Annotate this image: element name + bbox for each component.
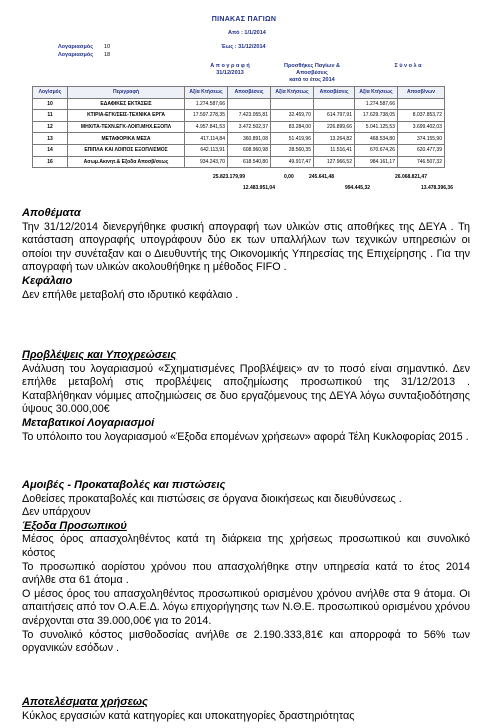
paragraph-transitory: Το υπόλοιπο του λογαριασμού «Έξοδα επομένων χρήσεων» αφορά Τέλη Κυκλοφορίας 2015 .	[22, 430, 469, 443]
description-cell: ΕΠΙΠΛΑ ΚΑΙ ΛΟΙΠΟΣ ΕΞΟΠΛΙΣΜΟΣ	[68, 144, 185, 156]
col-opening-depr: Αποσβέσεις	[228, 87, 271, 99]
col-total-depr: Αποσβ/νων	[398, 87, 445, 99]
col-opening-cost: Αξία Κτήσεως	[185, 87, 228, 99]
table-row	[33, 144, 445, 156]
amount-cell: 5.041.125,53	[355, 121, 398, 133]
paragraph-staff-temporary: Ο μέσος όρος του απασχοληθέντος προσωπικού ορισμένου χρόνου ανήλθε στα 9 άτομα. Οι απαιτήσεις από τον Ο.Α.Ε.Δ. λόγω επιχορήγησης των Ν.Θ.Ε. προσωπικού ορισμένου χρόνου ανέρχονται στα 39.000,00€ για το 2014.	[22, 587, 470, 627]
account-cell: 13	[33, 133, 68, 145]
amount-cell: 32.459,70	[271, 110, 314, 122]
amount-cell: 8.037.853,72	[398, 110, 445, 122]
col-add-depr: Αποσβέσεις	[314, 87, 355, 99]
description-cell: ΕΔΑΦΙΚΕΣ ΕΚΤΑΣΕΙΣ	[68, 98, 185, 110]
group-totals: Σ ύ ν ο λ α	[394, 63, 422, 69]
paragraph-inventory: Την 31/12/2014 διενεργήθηκε φυσική απογραφή των υλικών στις αποθήκες της ΔΕΥΑ . Τη κατάσταση απογραφής υπογράφουν δύο εκ των υπαλλήλων των τεχνικών υπηρεσιών οι οποίοι την συνέταξαν και ο Διευθυντής της Οικονομικής Υπηρεσίας της Επιχείρησης . Για την απογραφή των υλικών ακολουθήθηκε η μέθοδος FIFO .	[22, 220, 470, 274]
amount-cell: 934.243,70	[185, 156, 228, 168]
description-cell: ΜΗΧ/ΤΑ-ΤΕΧΝ.ΕΓΚ-ΛΟΙΠ.ΜΗΧ.ΕΞΟΠΛ	[68, 121, 185, 133]
paragraph-fees: Δοθείσες προκαταβολές και πιστώσεις σε όργανα διοικήσεως και διευθύνσεως .	[22, 492, 402, 505]
amount-cell: 17.597.278,35	[185, 110, 228, 122]
amount-cell	[271, 98, 314, 110]
amount-cell: 618.540,80	[228, 156, 271, 168]
amount-cell	[398, 98, 445, 110]
section-fees	[22, 479, 470, 656]
amount-cell: 614.797,91	[314, 110, 355, 122]
table-row	[33, 133, 445, 145]
total2-total-depr: 13.478.396,36	[421, 185, 453, 191]
description-cell: ΜΕΤΑΦΟΡΙΚΑ ΜΕΣΑ	[68, 133, 185, 145]
group-opening-balance: Α π ο γ ρ α φ ή 31/12/2013	[210, 63, 250, 76]
heading-staff: Έξοδα Προσωπικού	[22, 519, 127, 532]
section-inventory	[22, 207, 470, 302]
amount-cell: 11.516,41	[314, 144, 355, 156]
col-description: Περιγραφή	[68, 87, 185, 99]
page-title: ΠΙΝΑΚΑΣ ΠΑΓΙΩΝ	[211, 16, 277, 23]
amount-cell: 642.113,91	[185, 144, 228, 156]
account-cell: 10	[33, 98, 68, 110]
description-cell: Ασωμ.Ακινητ.& Εξοδα Αποσβ/σεως	[68, 156, 185, 168]
heading-transitory: Μεταβατικοί Λογαριασμοί	[22, 416, 155, 429]
heading-capital: Κεφάλαιο	[22, 274, 73, 287]
amount-cell: 28.560,35	[271, 144, 314, 156]
amount-cell: 746.507,32	[398, 156, 445, 168]
paragraph-staff-cost: Το συνολικό κόστος μισθοδοσίας ανήλθε σε 2.190.333,81€ και απορροφά το 56% των οργανικών εσόδων .	[22, 628, 470, 655]
paragraph-results: Κύκλος εργασιών κατά κατηγορίες και υποκατηγορίες δραστηριότητας	[22, 709, 355, 722]
paragraph-staff-intro: Μέσος όρος απασχοληθέντος κατά τη διάρκεια της χρήσεως προσωπικού και συνολικό κόστος	[22, 533, 470, 559]
amount-cell: 670.674,26	[355, 144, 398, 156]
amount-cell: 226.899,66	[314, 121, 355, 133]
assets-table	[32, 86, 445, 168]
paragraph-fees-none: Δεν υπάρχουν	[22, 506, 91, 519]
account-cell: 12	[33, 121, 68, 133]
date-from: Από : 1/1/2014	[228, 30, 266, 36]
amount-cell: 17.629.738,05	[355, 110, 398, 122]
amount-cell: 608.960,98	[228, 144, 271, 156]
total-add-cost: 245.641,48	[309, 174, 335, 180]
group-additions: Προσθήκες Παγίων & Αποσβέσεις κατά το έτος 2014	[283, 63, 341, 83]
account-cell: 11	[33, 110, 68, 122]
amount-cell: 374.155,90	[398, 133, 445, 145]
description-cell: ΚΤΙΡΙΑ-ΕΓΚ/ΣΕΙΣ-ΤΕΧΝΙΚΑ ΕΡΓΑ	[68, 110, 185, 122]
table-row	[33, 110, 445, 122]
table-header-row	[33, 87, 445, 99]
col-account: Λογ/σμός	[33, 87, 68, 99]
amount-cell: 13.264,82	[314, 133, 355, 145]
total2-opening-depr: 12.483.951,04	[243, 185, 275, 191]
col-add-cost: Αξία Κτήσεως	[271, 87, 314, 99]
heading-provisions: Προβλέψεις και Υποχρεώσεις	[22, 349, 177, 361]
account-cell: 14	[33, 144, 68, 156]
account-from-label: Λογαριασμός	[58, 44, 94, 50]
paragraph-staff-permanent: Το προσωπικό αορίστου χρόνου που απασχολήθηκε στην υπηρεσία κατά το έτος 2014 ανήλθε στα 61 άτομα .	[22, 560, 470, 587]
amount-cell: 360.891,08	[228, 133, 271, 145]
heading-fees: Αμοιβές - Προκαταβολές και πιστώσεις	[22, 479, 226, 491]
section-results	[22, 696, 470, 723]
amount-cell: 83.284,00	[271, 121, 314, 133]
total-opening-cost: 25.823.179,99	[213, 174, 245, 180]
amount-cell	[228, 98, 271, 110]
date-to: Έως : 31/12/2014	[221, 44, 266, 50]
amount-cell: 7.423.055,81	[228, 110, 271, 122]
account-cell: 16	[33, 156, 68, 168]
amount-cell: 1.274.587,66	[185, 98, 228, 110]
account-to-label: Λογαριασμός	[58, 52, 94, 58]
table-body	[33, 98, 445, 168]
amount-cell: 3.699.402,03	[398, 121, 445, 133]
amount-cell: 4.957.841,53	[185, 121, 228, 133]
col-total-cost: Αξία Κτήσεως	[355, 87, 398, 99]
total-total-cost: 26.068.821,47	[395, 174, 427, 180]
table-row	[33, 98, 445, 110]
amount-cell: 3.472.502,37	[228, 121, 271, 133]
table-row	[33, 121, 445, 133]
paragraph-provisions: Ανάλυση του λογαριασμού «Σχηματισμένες Προβλέψεις» αν το ποσό είναι σημαντικό. Δεν επήλθε μεταβολή στις προβλέψεις αποζημίωσης προσωπικού της 31/12/2013 . Καταβλήθηκαν νόμιμες αποζημιώσεις σε δυο εργαζόμενους της ΔΕΥΑ λόγω συνταξιοδότησης ύψους 30.000,00€	[22, 362, 470, 416]
amount-cell: 468.534,80	[355, 133, 398, 145]
amount-cell: 984.161,17	[355, 156, 398, 168]
table-row	[33, 156, 445, 168]
amount-cell: 49.917,47	[271, 156, 314, 168]
total2-add-depr: 994.445,32	[345, 185, 371, 191]
amount-cell: 51.419,96	[271, 133, 314, 145]
paragraph-capital: Δεν επήλθε μεταβολή στο ιδρυτικό κεφάλαιο .	[22, 288, 239, 301]
account-from-value: 10	[104, 44, 111, 50]
heading-inventory: Αποθέματα	[22, 207, 81, 219]
amount-cell: 417.114,84	[185, 133, 228, 145]
section-provisions	[22, 349, 470, 444]
amount-cell	[314, 98, 355, 110]
heading-results: Αποτελέσματα χρήσεως	[22, 696, 148, 708]
total-opening-depr: 0,00	[284, 174, 294, 180]
amount-cell: 620.477,39	[398, 144, 445, 156]
account-to-value: 18	[104, 52, 111, 58]
amount-cell: 1.274.587,66	[355, 98, 398, 110]
amount-cell: 127.966,52	[314, 156, 355, 168]
